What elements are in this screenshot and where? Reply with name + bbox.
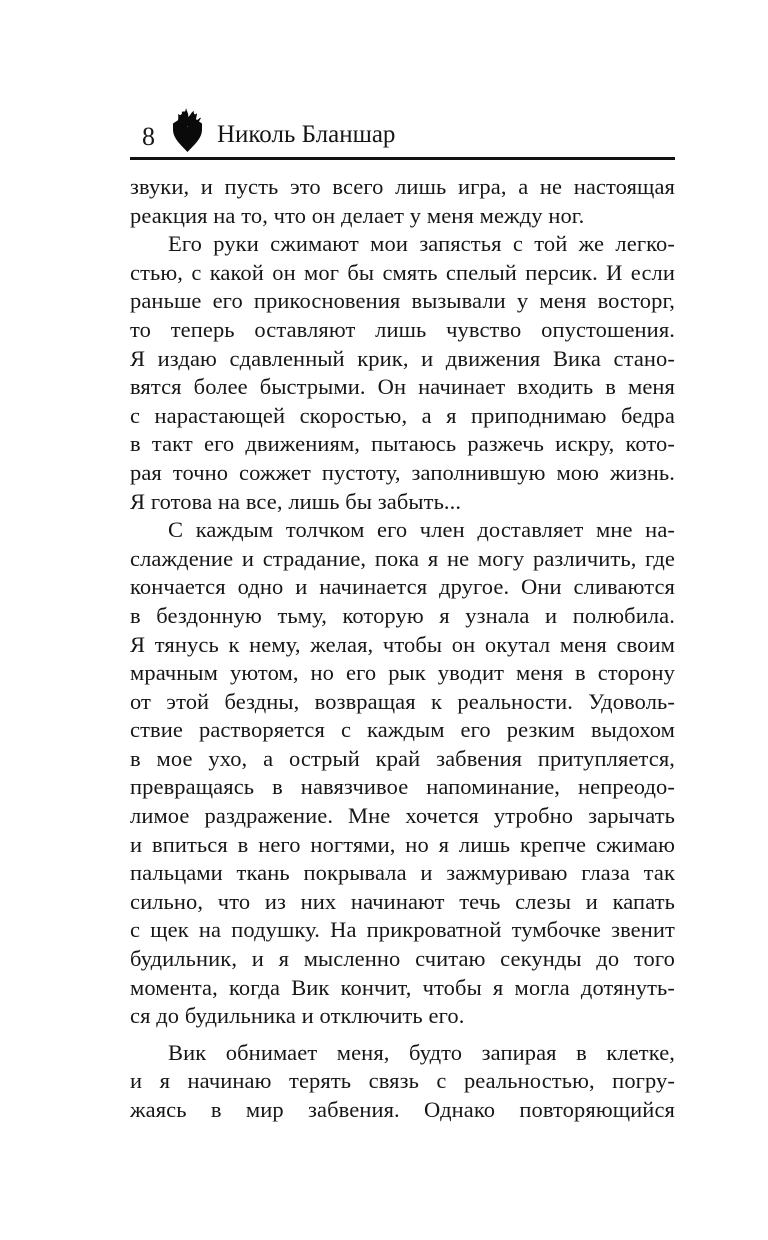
text-line: Вик обнимает меня, будто запирая в клетке, xyxy=(168,1039,675,1065)
text-line: превращаясь в навязчивое напоминание, непреодо- xyxy=(130,774,675,800)
text-line: мрачным уютом, но его рык уводит меня в сторону xyxy=(130,660,675,686)
body-text xyxy=(130,173,675,1125)
text-line: то теперь оставляют лишь чувство опустошения. xyxy=(130,316,675,342)
text-line: кончается одно и начинается другое. Они сливаются xyxy=(130,574,675,600)
text-line: стью, с какой он мог бы смять спелый персик. И если xyxy=(130,259,675,285)
text-line: ствие растворяется с каждым его резким выдохом xyxy=(130,717,675,743)
text-line: лимое раздражение. Мне хочется утробно зарычать xyxy=(130,803,675,829)
text-line: Я издаю сдавленный крик, и движения Вика стано- xyxy=(130,345,675,371)
header-rule xyxy=(130,157,675,160)
text-line: раньше его прикосновения вызывали у меня восторг, xyxy=(130,288,675,314)
text-line: момента, когда Вик кончит, чтобы я могла дотянуть- xyxy=(130,974,675,1000)
text-line: слаждение и страдание, пока я не могу различить, где xyxy=(130,545,675,571)
text-line: звуки, и пусть это всего лишь игра, а не настоящая xyxy=(130,174,675,199)
text-line: и я начинаю терять связь с реальностью, погру- xyxy=(130,1068,675,1094)
text-line: с нарастающей скоростью, а я приподнимаю бедра xyxy=(130,402,675,428)
text-line: и впиться в него ногтями, но я лишь крепче сжимаю xyxy=(130,831,675,857)
text-line: от этой бездны, возвращая к реальности. Удоволь- xyxy=(130,688,675,714)
text-line: Я готова на все, лишь бы забыть... xyxy=(130,488,462,514)
running-head-author: Николь Бланшар xyxy=(217,121,396,148)
text-line: в бездонную тьму, которую я узнала и полюбила. xyxy=(130,602,675,628)
text-line: ся до будильника и отключить его. xyxy=(130,1003,465,1029)
text-line: С каждым толчком его член доставляет мне на- xyxy=(168,517,675,543)
text-line: Его руки сжимают мои запястья с той же легко- xyxy=(168,231,675,257)
text-line: Я тянусь к нему, желая, чтобы он окутал меня своим xyxy=(130,631,675,657)
text-line: жаясь в мир забвения. Однако повторяющийся xyxy=(130,1097,675,1122)
running-head xyxy=(130,106,675,153)
text-line: вятся более быстрыми. Он начинает входить в меня xyxy=(130,374,675,400)
text-line: рая точно сожжет пустоту, заполнившую мою жизнь. xyxy=(130,459,675,485)
text-line: реакция на то, что он делает у меня между ног. xyxy=(130,202,585,228)
text-line: с щек на подушку. На прикроватной тумбочке звенит xyxy=(130,917,675,943)
page-number: 8 xyxy=(142,122,155,151)
text-line: пальцами ткань покрывала и зажмуриваю глаза так xyxy=(130,860,675,886)
text-line: в такт его движениям, пытаюсь разжечь искру, кото- xyxy=(130,431,675,457)
text-line: в мое ухо, а острый край забвения притупляется, xyxy=(130,745,675,771)
text-line: будильник, и я мысленно считаю секунды до того xyxy=(130,946,675,972)
flaming-heart-icon xyxy=(170,107,205,153)
text-line: сильно, что из них начинают течь слезы и капать xyxy=(130,888,675,914)
